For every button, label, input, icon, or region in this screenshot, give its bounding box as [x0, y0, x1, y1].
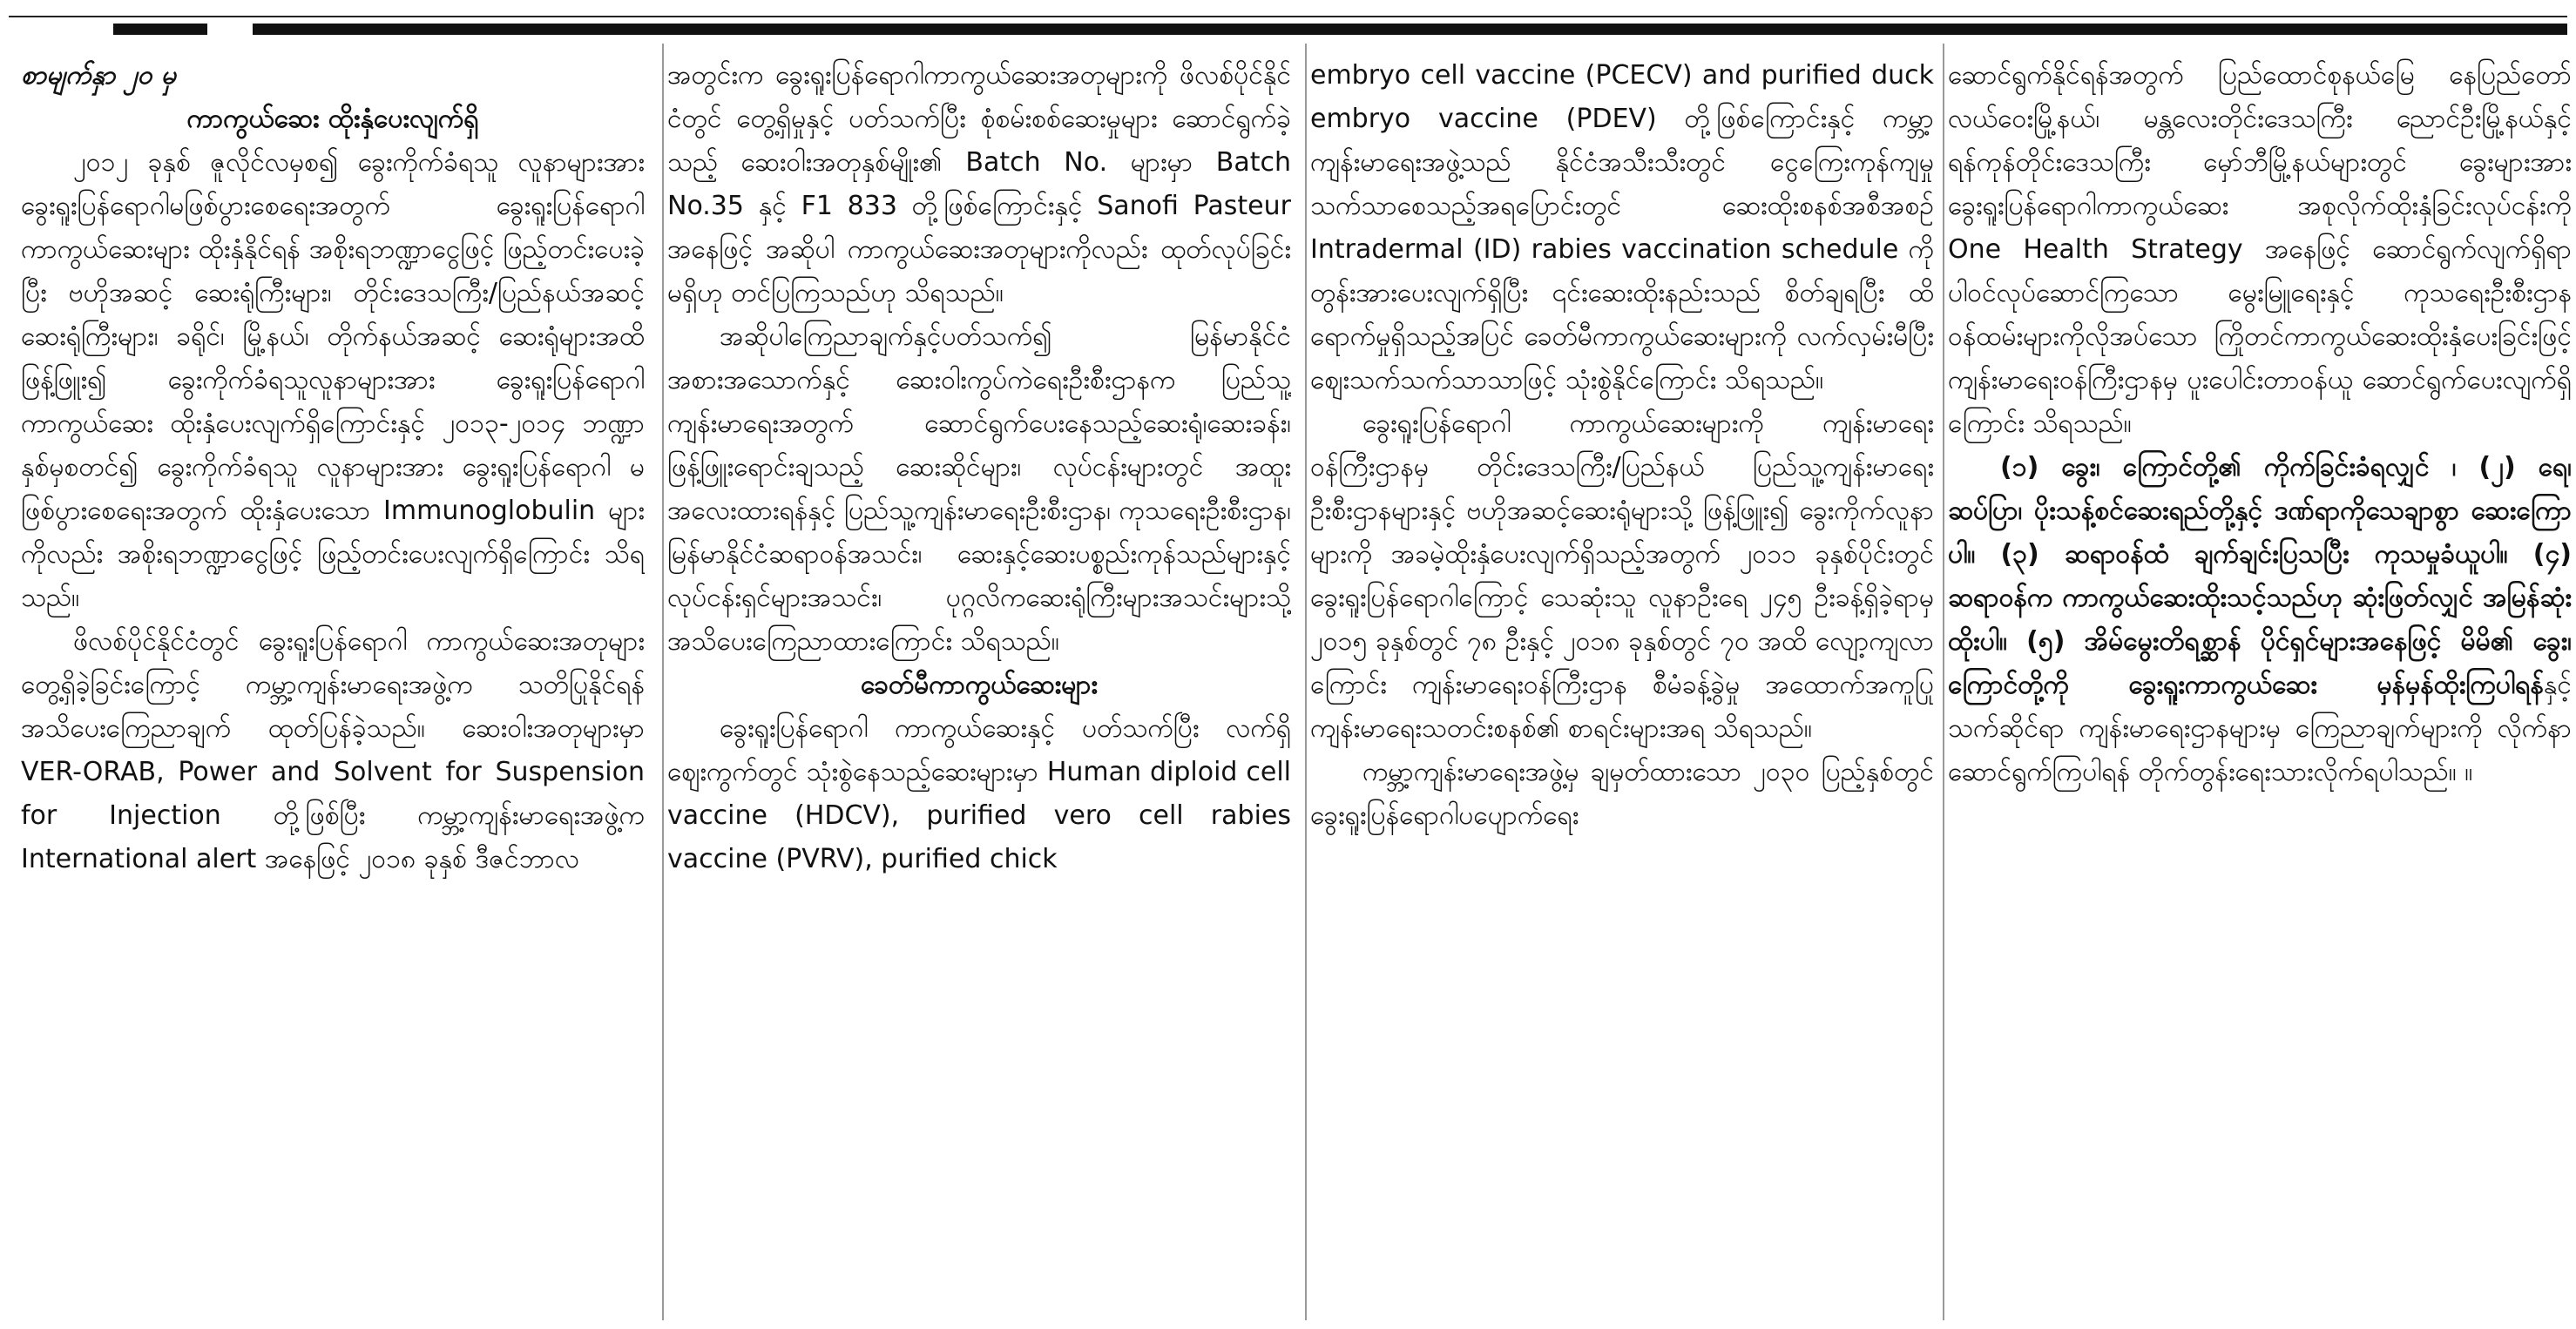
header-bar-right [253, 24, 2567, 35]
section-heading-modern-vaccines: ခေတ်မီကာကွယ်ဆေးများ [860, 670, 1099, 700]
column-divider-1 [662, 44, 664, 1320]
paragraph: ၂၀၁၂ ခုနှစ် ဇူလိုင်လမှစ၍ ခွေးကိုက်ခံရသူ လူနာများအား ခွေးရူးပြန်ရောဂါမဖြစ်ပွားစေရေးအတွက် ခွေးရူးပြန်ရောဂါ ကာကွယ်ဆေးများ ထိုးနှံနိုင်ရန် အစိုးရဘဏ္ဍာငွေဖြင့် ဖြည့်တင်းပေးခဲ့ပြီး ဗဟိုအဆင့် ဆေးရုံကြီးများ၊ တိုင်းဒေသကြီး/ပြည်နယ်အဆင့်ဆေးရုံကြီးများ၊ ခရိုင်၊ မြို့နယ်၊ တိုက်နယ်အဆင့် ဆေးရုံများအထိ ဖြန့်ဖြူး၍ ခွေးကိုက်ခံရသူလူနာများအား ခွေးရူးပြန်ရောဂါ ကာကွယ်ဆေး ထိုးနှံပေးလျက်ရှိကြောင်းနှင့် ၂၀၁၃-၂၀၁၄ ဘဏ္ဍာနှစ်မှစတင်၍ ခွေးကိုက်ခံရသူ လူနာများအား ခွေးရူးပြန်ရောဂါ မဖြစ်ပွားစေရေးအတွက် ထိုးနှံပေးသော Immunoglobulin များကိုလည်း အစိုးရဘဏ္ဍာငွေဖြင့် ဖြည့်တင်းပေးလျက်ရှိကြောင်း သိရသည်။ [21, 147, 645, 613]
paragraph-advice [1948, 446, 2572, 794]
article-column-1 [21, 54, 645, 1317]
paragraph: ကမ္ဘာ့ကျန်းမာရေးအဖွဲ့မှ ချမှတ်ထားသော ၂၀၃၀ ပြည့်နှစ်တွင် ခွေးရူးပြန်ရောဂါပပျောက်ရေး [1310, 757, 1934, 831]
paragraph: ဖိလစ်ပိုင်နိုင်ငံတွင် ခွေးရူးပြန်ရောဂါ ကာကွယ်ဆေးအတုများ တွေ့ရှိခဲ့ခြင်းကြောင့် ကမ္ဘာ့ကျန်းမာရေးအဖွဲ့က သတိပြုနိုင်ရန် အသိပေးကြေညာချက် ထုတ်ပြန်ခဲ့သည်။ ဆေးဝါးအတုများမှာ VER-ORAB, Power and Solvent for Suspension for Injection တို့ဖြစ်ပြီး ကမ္ဘာ့ကျန်းမာရေးအဖွဲ့က International alert အနေဖြင့် ၂၀၁၈ ခုနှစ် ဒီဇင်ဘာလ [21, 626, 645, 874]
column-divider-3 [1943, 44, 1944, 1320]
advice-closing-text: နှင့် သက်ဆိုင်ရာ ကျန်းမာရေးဌာနများမှ ကြေညာချက်များကို လိုက်နာဆောင်ရွက်ကြပါရန် တိုက်တွန်းရေးသားလိုက်ရပါသည်။ ။ [1948, 670, 2572, 787]
paragraph: ခွေးရူးပြန်ရောဂါ ကာကွယ်ဆေးနှင့် ပတ်သက်ပြီး လက်ရှိဈေးကွက်တွင် သုံးစွဲနေသည့်ဆေးများမှာ Human diploid cell vaccine (HDCV), purified vero cell rabies vaccine (PVRV), purified chick [667, 713, 1291, 874]
continued-from: စာမျက်နှာ ၂၀ မှ [21, 60, 176, 91]
article-column-2 [667, 54, 1291, 1317]
article-column-4 [1948, 54, 2572, 1317]
paragraph: အတွင်းက ခွေးရူးပြန်ရောဂါကာကွယ်ဆေးအတုများကို ဖိလစ်ပိုင်နိုင်ငံတွင် တွေ့ရှိမှုနှင့် ပတ်သက်ပြီး စုံစမ်းစစ်ဆေးမှုများ ဆောင်ရွက်ခဲ့သည့် ဆေးဝါးအတုနှစ်မျိုး၏ Batch No. များမှာ Batch No.35 နှင့် F1 833 တို့ဖြစ်ကြောင်းနှင့် Sanofi Pasteur အနေဖြင့် အဆိုပါ ကာကွယ်ဆေးအတုများကိုလည်း ထုတ်လုပ်ခြင်းမရှိဟု တင်ပြကြသည်ဟု သိရသည်။ [667, 60, 1291, 308]
advice-bold-text: (၁) ခွေး၊ ကြောင်တို့၏ ကိုက်ခြင်းခံရလျှင် ၊ (၂) ရေ၊ ဆပ်ပြာ၊ ပိုးသန့်စင်ဆေးရည်တို့နှင့် ဒဏ်ရာကိုသေချာစွာ ဆေးကြောပါ။ (၃) ဆရာဝန်ထံ ချက်ချင်းပြသပြီး ကုသမှုခံယူပါ။ (၄) ဆရာဝန်က ကာကွယ်ဆေးထိုးသင့်သည်ဟု ဆုံးဖြတ်လျှင် အမြန်ဆုံးထိုးပါ။ (၅) အိမ်မွေးတိရစ္ဆာန် ပိုင်ရှင်များအနေဖြင့် မိမိ၏ ခွေး၊ ကြောင်တို့ကို ခွေးရူးကာကွယ်ဆေး မှန်မှန်ထိုးကြပါရန် [1948, 452, 2572, 700]
paragraph: ခွေးရူးပြန်ရောဂါ ကာကွယ်ဆေးများကို ကျန်းမာရေးဝန်ကြီးဌာနမှ တိုင်းဒေသကြီး/ပြည်နယ် ပြည်သူ့ကျန်းမာရေးဦးစီးဌာနများနှင့် ဗဟိုအဆင့်ဆေးရုံများသို့ ဖြန့်ဖြူး၍ ခွေးကိုက်လူနာများကို အခမဲ့ထိုးနှံပေးလျက်ရှိသည့်အတွက် ၂၀၁၁ ခုနှစ်ပိုင်းတွင် ခွေးရူးပြန်ရောဂါကြောင့် သေဆုံးသူ လူနာဦးရေ ၂၄၅ ဦးခန့်ရှိခဲ့ရာမှ ၂၀၁၅ ခုနှစ်တွင် ၇၈ ဦးနှင့် ၂၀၁၈ ခုနှစ်တွင် ၇၀ အထိ လျော့ကျလာကြောင်း ကျန်းမာရေးဝန်ကြီးဌာန စီမံခန့်ခွဲမှု အထောက်အကူပြု ကျန်းမာရေးသတင်းစနစ်၏ စာရင်းများအရ သိရသည်။ [1310, 408, 1934, 744]
section-heading-vaccination: ကာကွယ်ဆေး ထိုးနှံပေးလျက်ရှိ [186, 104, 479, 134]
paragraph: ဆောင်ရွက်နိုင်ရန်အတွက် ပြည်ထောင်စုနယ်မြေ နေပြည်တော် လယ်ဝေးမြို့နယ်၊ မန္တလေးတိုင်းဒေသကြီး ညောင်ဦးမြို့နယ်နှင့် ရန်ကုန်တိုင်းဒေသကြီး မှော်ဘီမြို့နယ်များတွင် ခွေးများအား ခွေးရူးပြန်ရောဂါကာကွယ်ဆေး အစုလိုက်ထိုးနှံခြင်းလုပ်ငန်းကို One Health Strategy အနေဖြင့် ဆောင်ရွက်လျက်ရှိရာ ပါဝင်လုပ်ဆောင်ကြသော မွေးမြူရေးနှင့် ကုသရေးဦးစီးဌာန ဝန်ထမ်းများကိုလိုအပ်သော ကြိုတင်ကာကွယ်ဆေးထိုးနှံပေးခြင်းဖြင့် ကျန်းမာရေးဝန်ကြီးဌာနမှ ပူးပေါင်းတာဝန်ယူ ဆောင်ရွက်ပေးလျက်ရှိကြောင်း သိရသည်။ [1948, 60, 2572, 439]
header-bar-left [113, 24, 207, 35]
paragraph: အဆိုပါကြေညာချက်နှင့်ပတ်သက်၍ မြန်မာနိုင်ငံ အစားအသောက်နှင့် ဆေးဝါးကွပ်ကဲရေးဦးစီးဌာနက ပြည်သူ့ကျန်းမာရေးအတွက် ဆောင်ရွက်ပေးနေသည့်ဆေးရုံ၊ဆေးခန်း၊ဖြန့်ဖြူးရောင်းချသည့် ဆေးဆိုင်များ၊ လုပ်ငန်းများတွင် အထူးအလေးထားရန်နှင့် ပြည်သူ့ကျန်းမာရေးဦးစီးဌာန၊ ကုသရေးဦးစီးဌာန၊ မြန်မာနိုင်ငံဆရာဝန်အသင်း၊ ဆေးနှင့်ဆေးပစ္စည်းကုန်သည်များနှင့် လုပ်ငန်းရှင်များအသင်း၊ ပုဂ္ဂလိကဆေးရုံကြီးများအသင်းများသို့ အသိပေးကြေညာထားကြောင်း သိရသည်။ [667, 321, 1291, 657]
column-divider-2 [1305, 44, 1307, 1320]
article-column-3 [1310, 54, 1934, 1317]
top-rule [9, 16, 2567, 17]
paragraph: embryo cell vaccine (PCECV) and purified duck embryo vaccine (PDEV) တို့ဖြစ်ကြောင်းနှင့် ကမ္ဘာ့ကျန်းမာရေးအဖွဲ့သည် နိုင်ငံအသီးသီးတွင် ငွေကြေးကုန်ကျမှုသက်သာစေသည့်အရပြောင်းတွင် ဆေးထိုးစနစ်အစီအစဉ် Intradermal (ID) rabies vaccination schedule ကိုတွန်းအားပေးလျက်ရှိပြီး ၎င်းဆေးထိုးနည်းသည် စိတ်ချရပြီး ထိရောက်မှုရှိသည့်အပြင် ခေတ်မီကာကွယ်ဆေးများကို လက်လှမ်းမီပြီး ဈေးသက်သက်သာသာဖြင့် သုံးစွဲနိုင်ကြောင်း သိရသည်။ [1310, 60, 1934, 395]
